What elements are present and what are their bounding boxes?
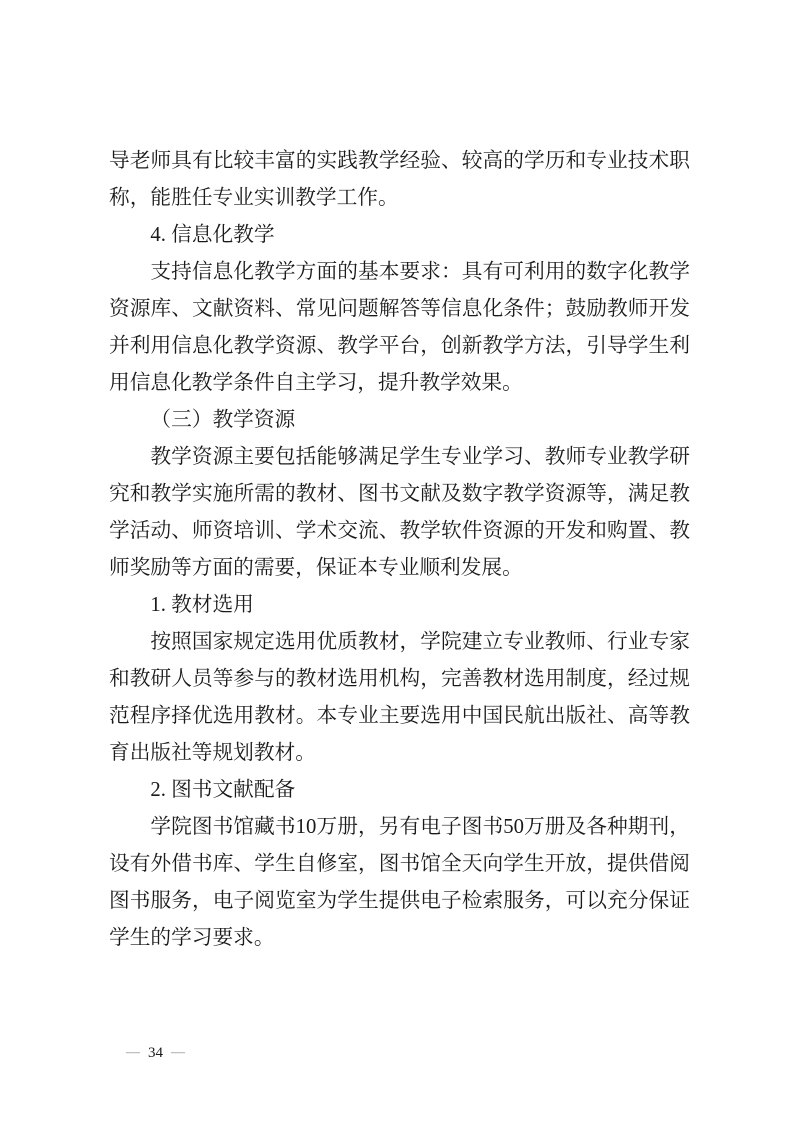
text-line: 师奖励等方面的需要，保证本专业顺利发展。 <box>109 557 523 579</box>
text-line: 设有外借书库、学生自修室，图书馆全天向学生开放，提供借阅 <box>109 853 690 875</box>
text-line: （三）教学资源 <box>150 409 296 431</box>
text-line: 按照国家规定选用优质教材，学院建立专业教师、行业专家 <box>150 631 690 653</box>
text-line: 教学资源主要包括能够满足学生专业学习、教师专业教学研 <box>150 446 690 468</box>
text-line: 称，能胜任专业实训教学工作。 <box>109 187 399 209</box>
text-line: 用信息化教学条件自主学习，提升教学效果。 <box>109 372 523 394</box>
footer-dash-right: — <box>171 1045 185 1060</box>
text-line: 支持信息化教学方面的基本要求：具有可利用的数字化教学 <box>150 261 690 283</box>
text-line: 4. 信息化教学 <box>150 224 275 246</box>
text-line: 资源库、文献资料、常见问题解答等信息化条件；鼓励教师开发 <box>109 298 690 320</box>
document-body <box>109 143 690 957</box>
text-line: 育出版社等规划教材。 <box>109 742 316 764</box>
text-line: 学生的学习要求。 <box>109 927 275 949</box>
text-line: 范程序择优选用教材。本专业主要选用中国民航出版社、高等教 <box>109 705 690 727</box>
page-footer <box>126 1043 185 1063</box>
footer-dash-left: — <box>126 1045 140 1060</box>
text-line: 和教研人员等参与的教材选用机构，完善教材选用制度，经过规 <box>109 668 690 690</box>
text-line: 2. 图书文献配备 <box>150 779 296 801</box>
text-line: 导老师具有比较丰富的实践教学经验、较高的学历和专业技术职 <box>109 150 690 172</box>
text-line: 1. 教材选用 <box>150 594 254 616</box>
text-line: 究和教学实施所需的教材、图书文献及数字教学资源等，满足教 <box>109 483 690 505</box>
text-line: 并利用信息化教学资源、教学平台，创新教学方法，引导学生利 <box>109 335 690 357</box>
text-line: 图书服务，电子阅览室为学生提供电子检索服务，可以充分保证 <box>109 890 690 912</box>
text-line: 学院图书馆藏书10万册，另有电子图书50万册及各种期刊， <box>150 816 690 838</box>
text-line: 学活动、师资培训、学术交流、教学软件资源的开发和购置、教 <box>109 520 690 542</box>
page-number: 34 <box>148 1045 163 1061</box>
